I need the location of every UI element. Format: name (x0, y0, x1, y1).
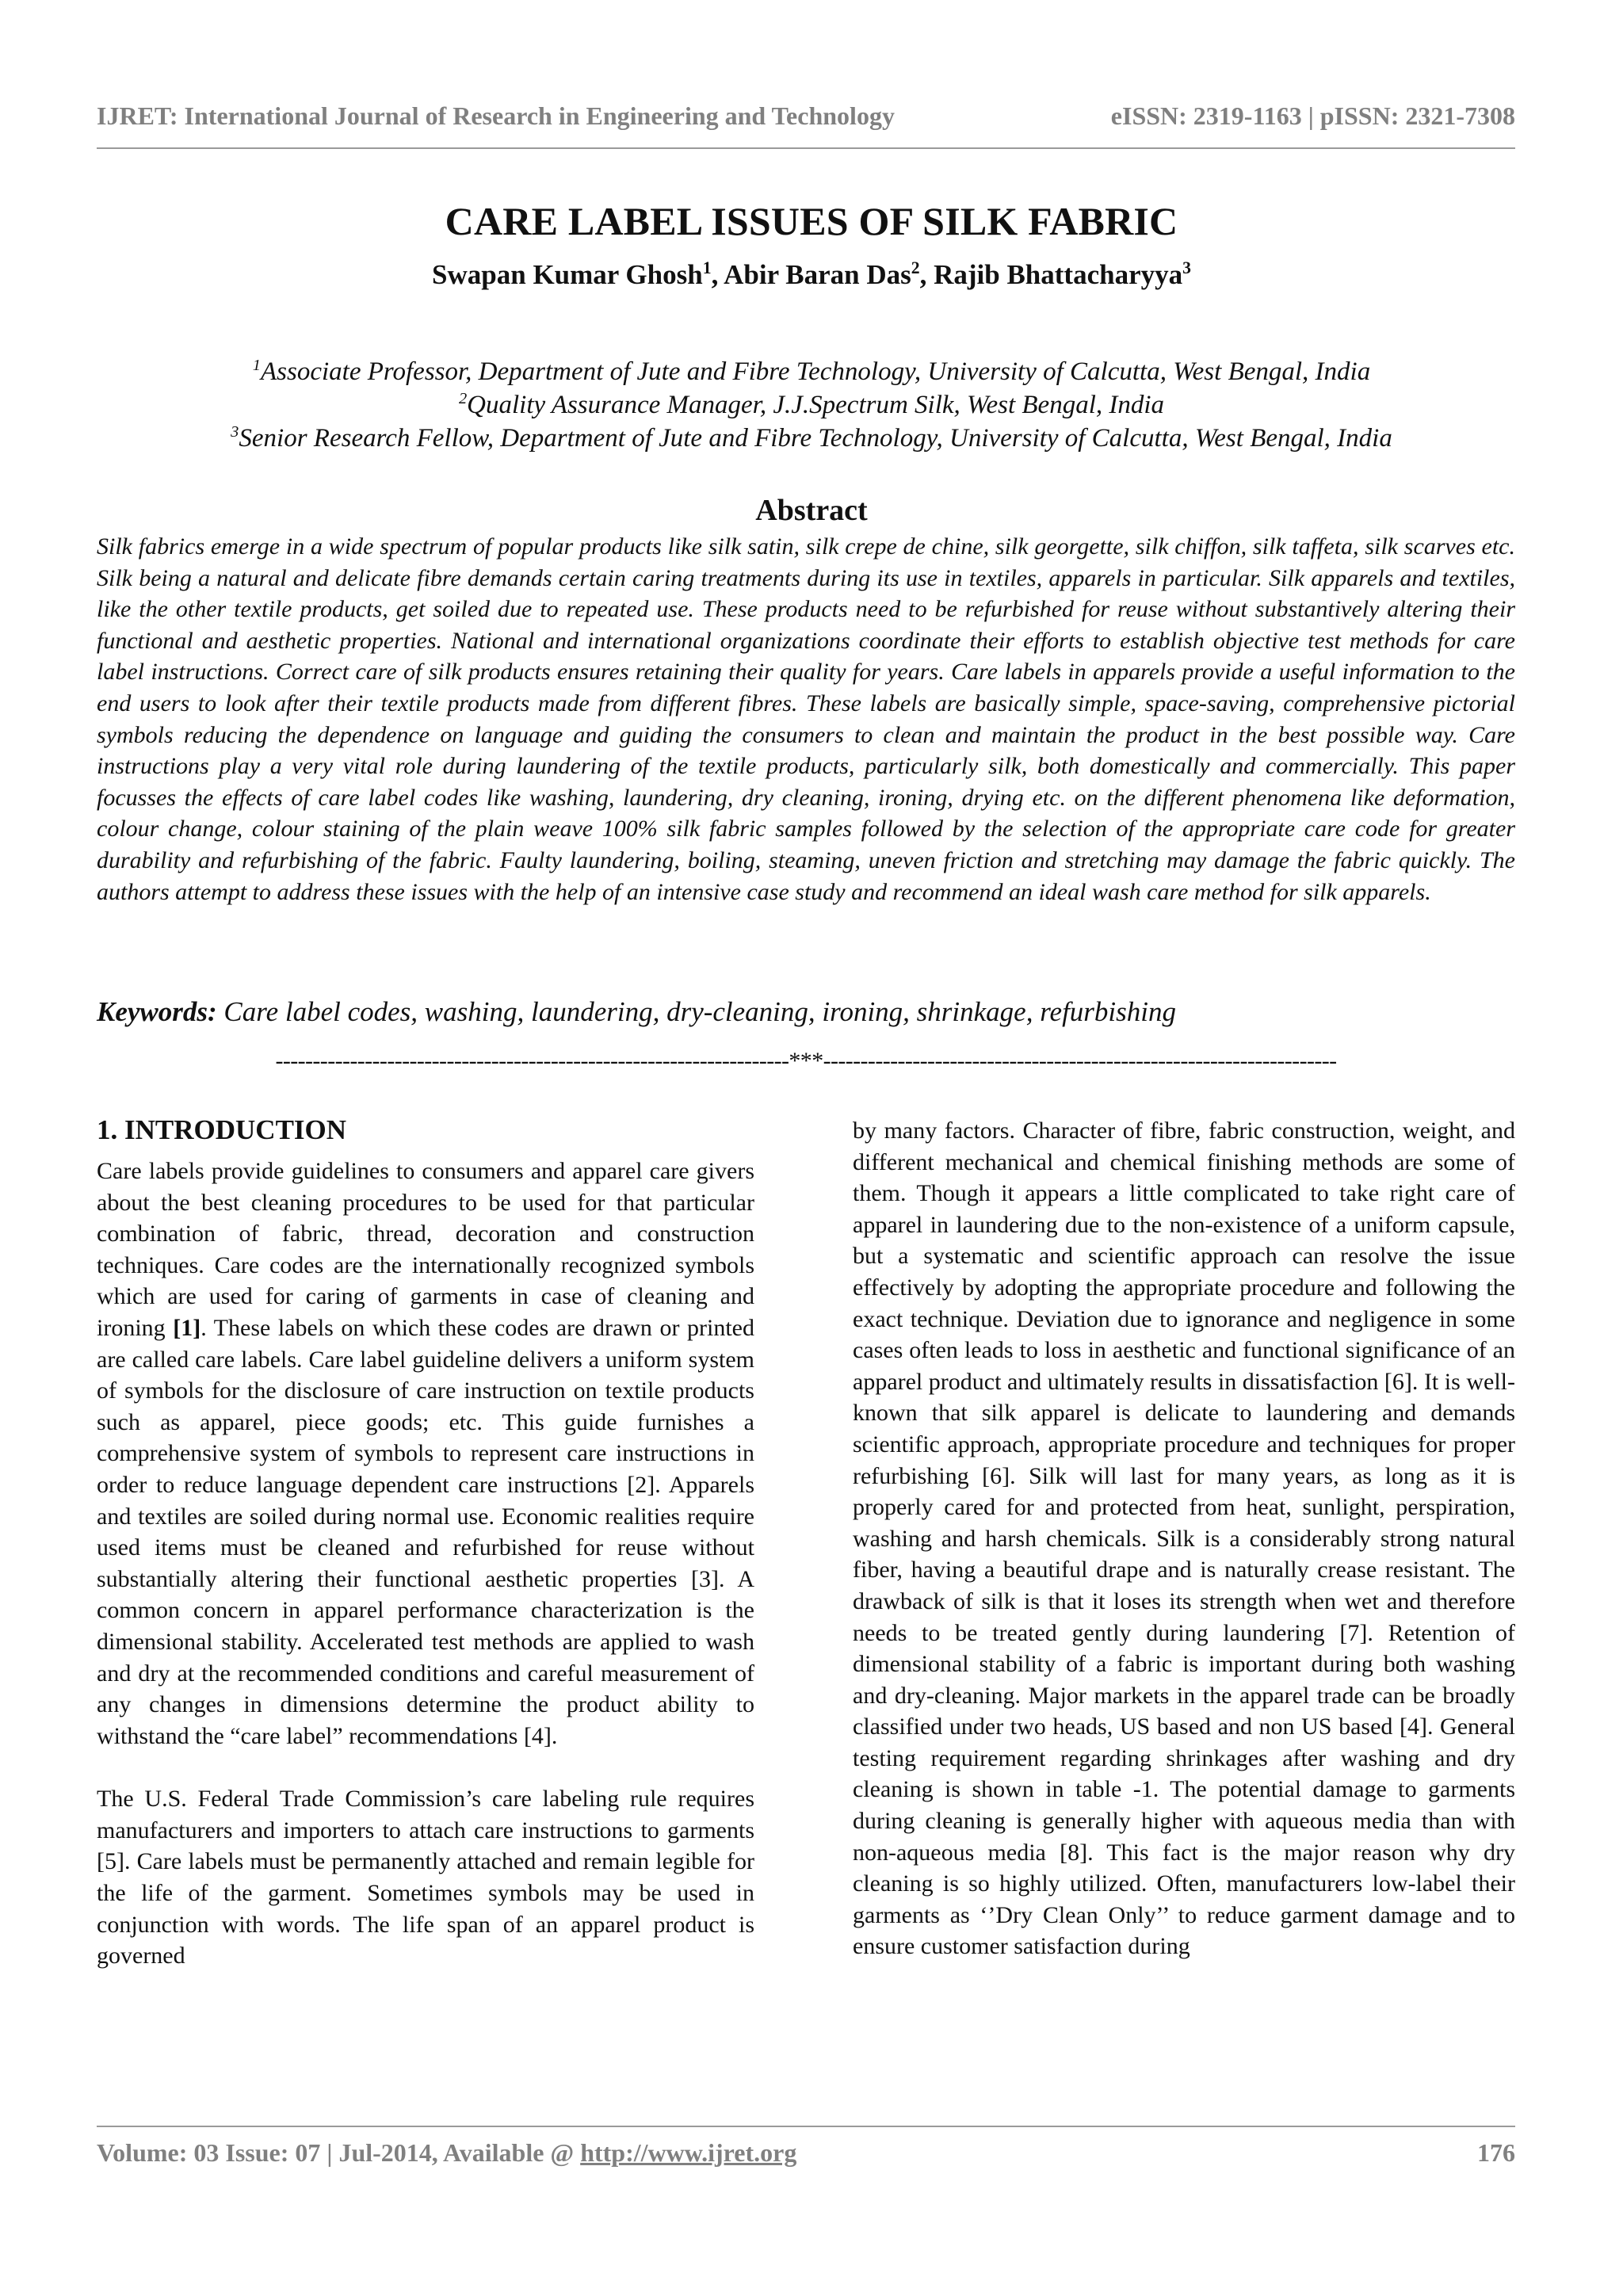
citation: [1] (173, 1314, 201, 1341)
paper-title: CARE LABEL ISSUES OF SILK FABRIC (445, 199, 1178, 243)
header-rule (97, 147, 1515, 149)
footer-volume-info: Volume: 03 Issue: 07 | Jul-2014, Available @ http://www.ijret.org (97, 2138, 797, 2167)
abstract-heading: Abstract (755, 494, 868, 527)
body-column-left (97, 1113, 754, 1972)
keywords-label: Keywords: (97, 996, 217, 1027)
affiliation: $^3$Senior Research Fellow, Department of Jute and Fibre Technology, University of Calcutta, West Bengal, India (231, 423, 1392, 453)
affiliation: $^2$Quality Assurance Manager, J.J.Spectrum Silk, West Bengal, India (458, 390, 1165, 419)
keywords-text: Care label codes, washing, laundering, dry-cleaning, ironing, shrinkage, refurbishing (216, 996, 1176, 1027)
body-paragraph: by many factors. Character of fibre, fabric construction, weight, and different mechanical and chemical finishing methods are some of them. Though it appears a little complicated to take right care of apparel in laundering due to the non-existence of a uniform capsule, but a systematic and scientific approach can resolve the issue effectively by adopting the appropriate procedure and following the exact technique. Deviation due to ignorance and negligence in some cases often leads to loss in aesthetic and functional significance of an apparel product and ultimately results in dissatisfaction [6]. It is well-known that silk apparel is delicate to laundering and demands scientific approach, appropriate procedure and techniques for proper refurbishing [6]. Silk will last for many years, as long as it is properly cared for and protected from heat, sunlight, perspiration, washing and harsh chemicals. Silk is a considerably strong natural fiber, having a beautiful drape and is naturally crease resistant. The drawback of silk is that it loses its strength when wet and therefore needs to be treated gently during laundering [7]. Retention of dimensional stability of a fabric is important during both washing and dry-cleaning. Major markets in the apparel trade can be broadly classified under two heads, US based and non US based [4]. General testing requirement regarding shrinkages after washing and dry cleaning is shown in table -1. The potential damage to garments during cleaning is generally higher with aqueous media than with non-aqueous media [8]. This fact is the major reason why dry cleaning is so highly utilized. Often, manufacturers low-label their garments as ‘’Dry Clean Only’’ to reduce garment damage and to ensure customer satisfaction during (853, 1117, 1515, 1960)
journal-website-link[interactable]: http://www.ijret.org (580, 2138, 797, 2167)
journal-name: IJRET: International Journal of Research in Engineering and Technology (97, 101, 895, 130)
body-paragraph: The U.S. Federal Trade Commission’s care labeling rule requires manufacturers and importers to attach care instructions to garments [5]. Care labels must be permanently attached and remain legible for the life of the garment. Sometimes symbols may be used in conjunction with words. The life span of an apparel product is governed (97, 1786, 754, 1969)
abstract-text: Silk fabrics emerge in a wide spectrum of popular products like silk satin, silk crepe de chine, silk georgette, silk chiffon, silk taffeta, silk scarves etc. Silk being a natural and delicate fibre demands certain caring treatments during its use in textiles, apparels in particular. Silk apparels and textiles, like the other textile products, get soiled due to repeated use. These products need to be refurbished for reuse without substantively altering their functional and aesthetic properties. National and international organizations coordinate their efforts to establish objective test methods for care label instructions. Correct care of silk products ensures retaining their quality for years. Care labels in apparels provide a useful information to the end users to look after their textile products made from different fibres. These labels are basically simple, space-saving, comprehensive pictorial symbols reducing the dependence on language and guiding the consumers to clean and maintain the product in the best possible way. Care instructions play a very vital role during laundering of the textile products, particularly silk, both domestically and commercially. This paper focusses the effects of care label codes like washing, laundering, dry cleaning, ironing, drying etc. on the different phenomena like deformation, colour change, colour staining of the plain weave 100% silk fabric samples followed by the selection of the appropriate care code for greater durability and refurbishing of the fabric. Faulty laundering, boiling, steaming, uneven friction and stretching may damage the fabric quickly. The authors attempt to address these issues with the help of an intensive case study and recommend an ideal wash care method for silk apparels. (97, 533, 1515, 905)
author-list (0, 259, 1623, 291)
author: Abir Baran Das$^2$, (724, 258, 934, 290)
section-separator: ---------------------------------------------------------------------***--------------------------------------------------------------------- (275, 1048, 1337, 1074)
affiliation-list (0, 355, 1623, 455)
page-footer (97, 2138, 1515, 2170)
section-heading: 1. INTRODUCTION (97, 1114, 347, 1145)
keywords (97, 995, 1515, 1030)
body-column-right (853, 1115, 1515, 1962)
author: Swapan Kumar Ghosh$^1$, (432, 258, 724, 290)
page-number: 176 (1477, 2138, 1515, 2167)
page-header (97, 101, 1515, 133)
author: Rajib Bhattacharyya$^3$ (934, 258, 1191, 290)
issn-info: eISSN: 2319-1163 | pISSN: 2321-7308 (1110, 101, 1515, 130)
affiliation: $^1$Associate Professor, Department of Jute and Fibre Technology, University of Calcutta, West Bengal, India (252, 357, 1371, 386)
footer-rule (97, 2126, 1515, 2127)
body-paragraph: Care labels provide guidelines to consumers and apparel care givers about the best cleaning procedures to be used for that particular combination of fabric, thread, decoration and construction techniques. Care codes are the internationally recognized symbols which are used for caring of garments in case of cleaning and ironing [1]. These labels on which these codes are drawn or printed are called care labels. Care label guideline delivers a uniform system of symbols for the disclosure of care instruction on textile products such as apparel, piece goods; etc. This guide furnishes a comprehensive system of symbols to represent care instructions in order to reduce language dependent care instructions [2]. Apparels and textiles are soiled during normal use. Economic realities require used items must be cleaned and refurbished for reuse without substantially altering their functional aesthetic properties [3]. A common concern in apparel performance characterization is the dimensional stability. Accelerated test methods are applied to wash and dry at the recommended conditions and careful measurement of any changes in dimensions determine the product ability to withstand the “care label” recommendations [4]. (97, 1158, 754, 1749)
